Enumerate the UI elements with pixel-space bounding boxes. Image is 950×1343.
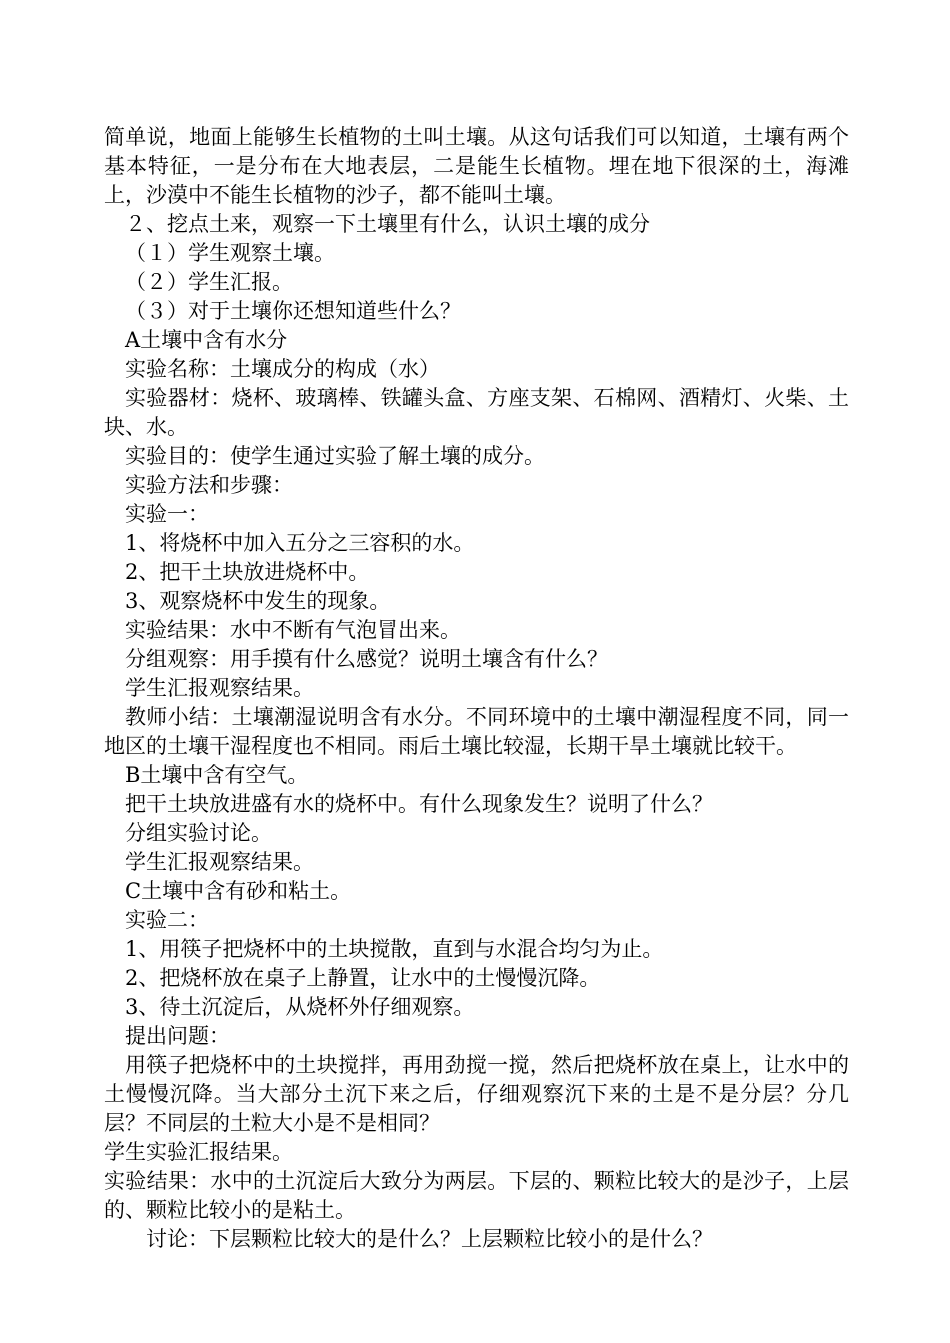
paragraph-experiment-method: 实验方法和步骤：	[125, 473, 293, 497]
heading-experiment-one: 实验一：	[125, 502, 209, 526]
paragraph-experiment-result-2: 实验结果：水中的土沉淀后大致分为两层。下层的、颗粒比较大的是沙子，上层的、颗粒比较小的是粘土。	[104, 1169, 849, 1222]
list-item-step-3b: 3、待土沉淀后，从烧杯外仔细观察。	[125, 995, 475, 1019]
paragraph-soil-definition: 简单说，地面上能够生长植物的土叫土壤。从这句话我们可以知道，土壤有两个基本特征，一是分布在大地表层，二是能生长植物。埋在地下很深的土，海滩上，沙漠中不能生长植物的沙子，都不能叫土壤。	[104, 125, 849, 207]
paragraph-group-observation: 分组观察：用手摸有什么感觉？说明土壤含有什么？	[125, 647, 608, 671]
list-item-step-1: 1、将烧杯中加入五分之三容积的水。	[125, 531, 475, 555]
paragraph-discussion: 讨论：下层颗粒比较大的是什么？上层颗粒比较小的是什么？	[146, 1227, 713, 1251]
heading-section-b: B土壤中含有空气。	[125, 763, 309, 787]
list-item-step-2: 2、把干土块放进烧杯中。	[125, 560, 370, 584]
paragraph-stir-procedure: 用筷子把烧杯中的土块搅拌，再用劲搅一搅，然后把烧杯放在桌上，让水中的土慢慢沉降。当大部分土沉下来之后，仔细观察沉下来的土是不是分层？分几层？不同层的土粒大小是不是相同？	[104, 1053, 849, 1135]
list-item-step-1b: 1、用筷子把烧杯中的土块搅散，直到与水混合均匀为止。	[125, 937, 664, 961]
paragraph-experiment-equipment: 实验器材：烧杯、玻璃棒、铁罐头盒、方座支架、石棉网、酒精灯、火柴、土块、水。	[104, 386, 849, 439]
document-body	[104, 123, 849, 1254]
heading-experiment-two: 实验二：	[125, 908, 209, 932]
paragraph-student-experiment-report: 学生实验汇报结果。	[104, 1140, 293, 1164]
heading-section-a: A土壤中含有水分	[125, 328, 288, 352]
heading-section-c: C土壤中含有砂和粘土。	[125, 879, 352, 903]
paragraph-group-discussion: 分组实验讨论。	[125, 821, 272, 845]
paragraph-experiment-purpose: 实验目的：使学生通过实验了解土壤的成分。	[125, 444, 545, 468]
paragraph-experiment-result: 实验结果：水中不断有气泡冒出来。	[125, 618, 461, 642]
paragraph-question: （３）对于土壤你还想知道些什么？	[125, 299, 461, 323]
paragraph-teacher-summary: 教师小结：土壤潮湿说明含有水分。不同环境中的土壤中潮湿程度不同，同一地区的土壤干湿程度也不相同。雨后土壤比较湿，长期干旱土壤就比较干。	[104, 705, 849, 758]
paragraph-student-report-results-2: 学生汇报观察结果。	[125, 850, 314, 874]
paragraph-student-report-results: 学生汇报观察结果。	[125, 676, 314, 700]
paragraph-student-report: （２）学生汇报。	[125, 270, 293, 294]
paragraph-experiment-name: 实验名称：土壤成分的构成（水）	[125, 357, 440, 381]
paragraph-observe-soil: （１）学生观察土壤。	[125, 241, 335, 265]
heading-questions: 提出问题：	[125, 1024, 230, 1048]
list-item-step-3: 3、观察烧杯中发生的现象。	[125, 589, 391, 613]
paragraph-step-2: ２、挖点土来，观察一下土壤里有什么，认识土壤的成分	[125, 212, 650, 236]
paragraph-air-experiment: 把干土块放进盛有水的烧杯中。有什么现象发生？说明了什么？	[125, 792, 713, 816]
list-item-step-2b: 2、把烧杯放在桌子上静置，让水中的土慢慢沉降。	[125, 966, 601, 990]
